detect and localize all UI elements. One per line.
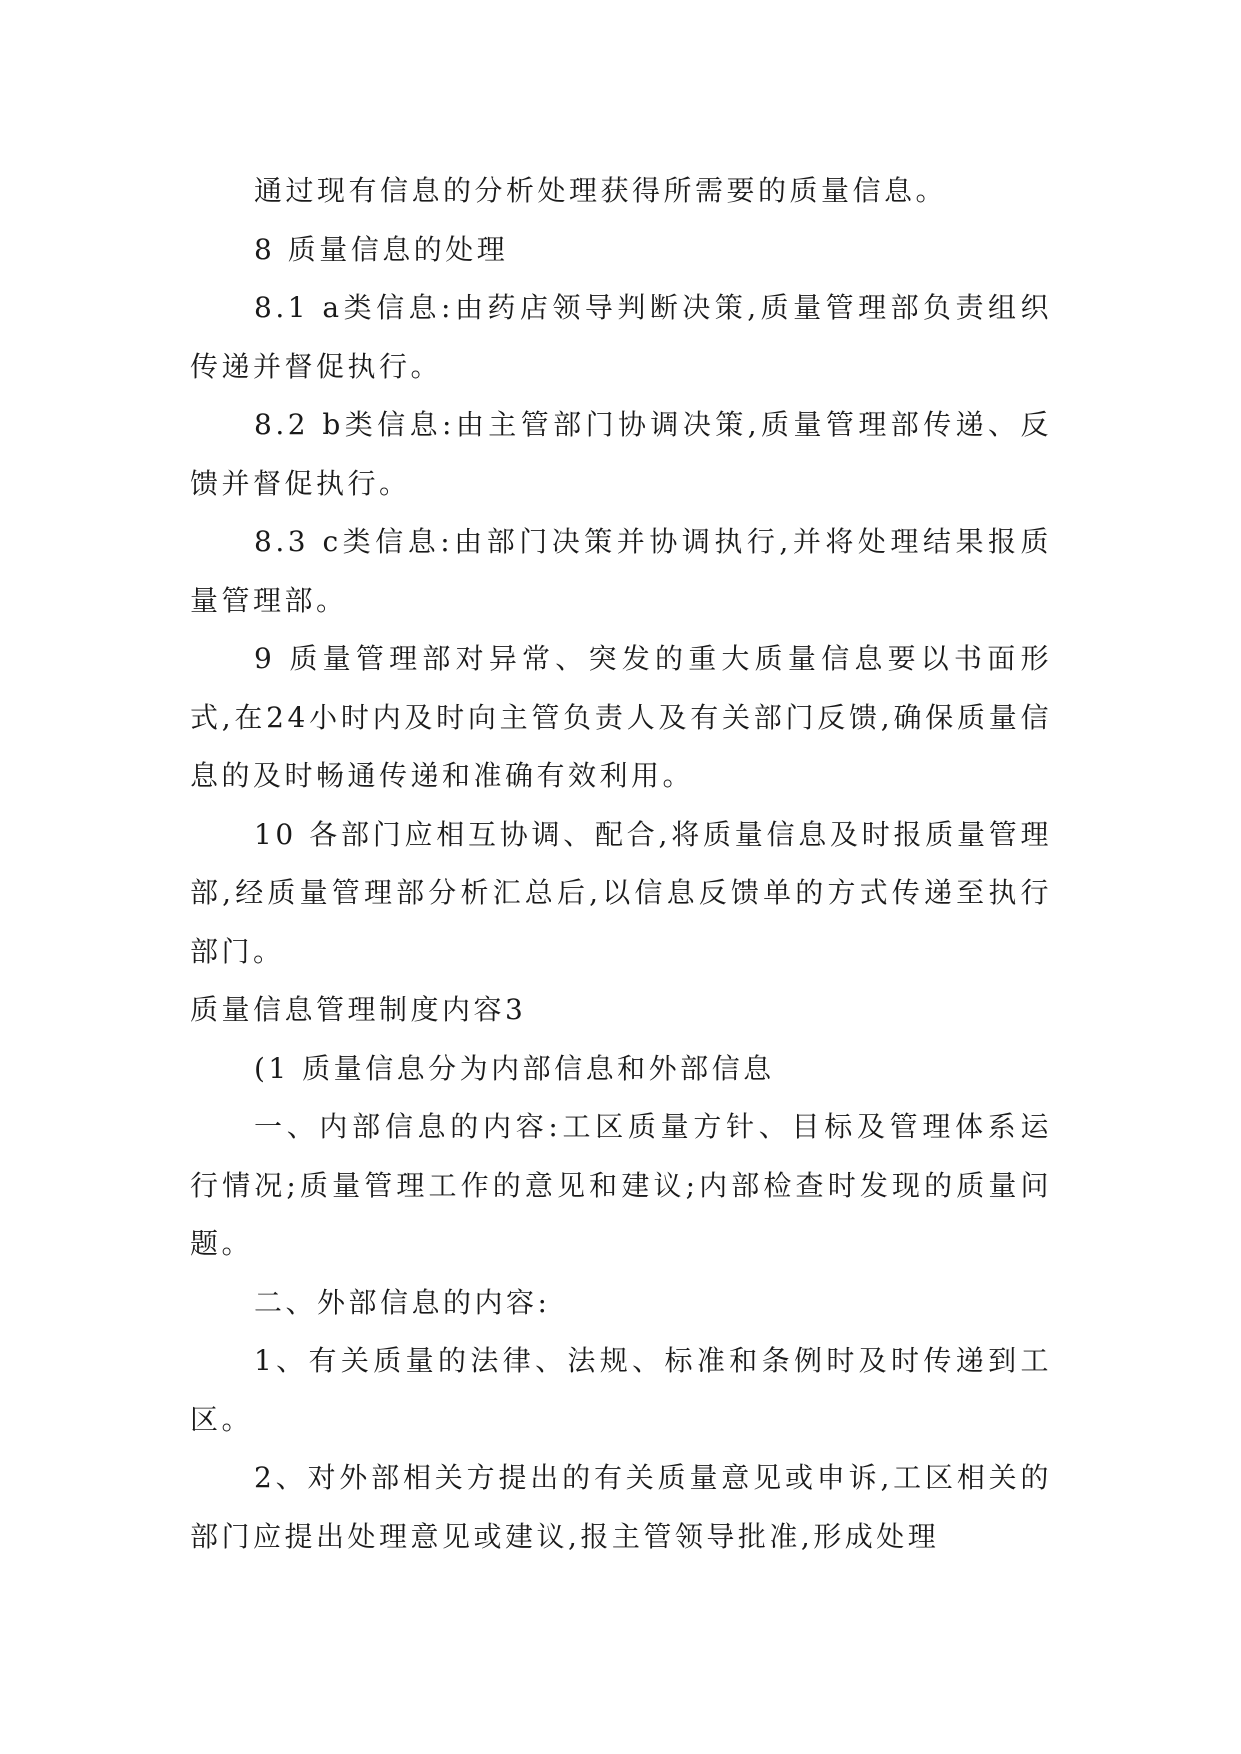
- paragraph-8-3: 8.3 c类信息:由部门决策并协调执行,并将处理结果报质量管理部。: [190, 525, 1052, 617]
- paragraph-8-2: 8.2 b类信息:由主管部门协调决策,质量管理部传递、反馈并督促执行。: [190, 408, 1052, 500]
- paragraph-info-types: (1 质量信息分为内部信息和外部信息: [254, 1051, 775, 1085]
- paragraph-9: 9 质量管理部对异常、突发的重大质量信息要以书面形式,在24小时内及时向主管负责人及有关部门反馈,确保质量信息的及时畅通传递和准确有效利用。: [190, 642, 1052, 792]
- paragraph-external-info-heading: 二、外部信息的内容:: [254, 1285, 551, 1319]
- paragraph-external-item-2: 2、对外部相关方提出的有关质量意见或申诉,工区相关的部门应提出处理意见或建议,报主管领导批准,形成处理: [190, 1461, 1052, 1553]
- heading-section-8: 8 质量信息的处理: [254, 232, 509, 266]
- paragraph-8-1: 8.1 a类信息:由药店领导判断决策,质量管理部负责组织传递并督促执行。: [190, 291, 1052, 383]
- paragraph-info-analysis: 通过现有信息的分析处理获得所需要的质量信息。: [254, 174, 948, 207]
- document-body: [190, 162, 1052, 1566]
- paragraph-internal-info: 一、内部信息的内容:工区质量方针、目标及管理体系运行情况;质量管理工作的意见和建议;内部检查时发现的质量问题。: [190, 1110, 1052, 1260]
- paragraph-external-item-1: 1、有关质量的法律、法规、标准和条例时及时传递到工区。: [190, 1344, 1052, 1436]
- section-title-content-3: 质量信息管理制度内容3: [190, 993, 527, 1026]
- paragraph-10: 10 各部门应相互协调、配合,将质量信息及时报质量管理部,经质量管理部分析汇总后,以信息反馈单的方式传递至执行部门。: [190, 817, 1052, 968]
